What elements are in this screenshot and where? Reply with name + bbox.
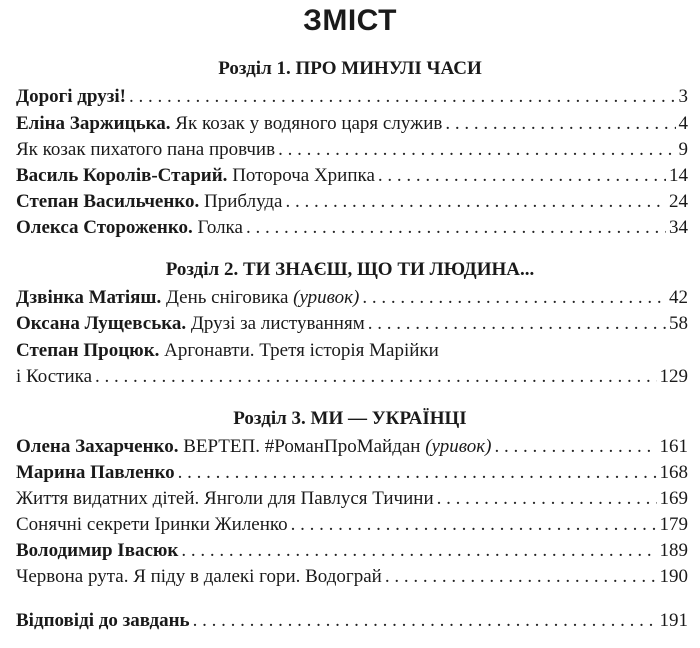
toc-entry[interactable] xyxy=(16,486,688,512)
entry-work: Друзі за листуванням xyxy=(186,313,365,334)
entry-note: (уривок) xyxy=(425,436,492,457)
entry-author: Олена Захарченко. xyxy=(16,436,179,457)
toc-entry[interactable] xyxy=(16,538,688,564)
toc-entry[interactable] xyxy=(16,111,688,137)
leader-dots xyxy=(378,163,666,189)
toc-entry[interactable] xyxy=(16,189,688,215)
entry-page: 14 xyxy=(669,165,688,186)
entry-work: Сонячні секрети Іринки Жиленко xyxy=(16,514,288,535)
leader-dots xyxy=(129,84,676,110)
entry-page: 3 xyxy=(678,86,688,107)
page-title: ЗМІСТ xyxy=(303,4,397,37)
leader-dots xyxy=(385,564,657,590)
toc-entry[interactable] xyxy=(16,460,688,486)
entry-work: Життя видатних дітей. Янголи для Павлуся Тичини xyxy=(16,488,434,509)
entry-work: Червона рута. Я піду в далекі гори. Водограй xyxy=(16,566,382,587)
entry-page: 42 xyxy=(669,287,688,308)
toc-entry[interactable] xyxy=(16,434,688,460)
entry-author: Оксана Лущевська. xyxy=(16,313,187,334)
entry-page: 4 xyxy=(678,113,688,134)
leader-dots xyxy=(285,189,666,215)
entry-page: 168 xyxy=(659,462,688,483)
leader-dots xyxy=(368,311,666,337)
toc-entry[interactable] xyxy=(16,215,688,241)
entry-author: Відповіді до завдань xyxy=(16,610,190,631)
entry-author: Олекса Стороженко. xyxy=(16,217,193,238)
entry-work: День сніговика xyxy=(161,287,294,308)
toc-entry[interactable] xyxy=(16,512,688,538)
toc-entry[interactable] xyxy=(16,163,688,189)
entry-page: 169 xyxy=(659,488,688,509)
entry-page: 34 xyxy=(669,217,688,238)
leader-dots xyxy=(246,215,666,241)
toc-entry[interactable] xyxy=(16,137,688,163)
entry-work: Як козак у водяного царя служив xyxy=(170,113,443,134)
toc-entry-first-line[interactable] xyxy=(16,338,439,364)
section-heading-3: Розділ 3. МИ — УКРАЇНЦІ xyxy=(233,408,467,429)
entry-page: 189 xyxy=(659,540,688,561)
leader-dots xyxy=(181,538,656,564)
toc-entry-answers[interactable] xyxy=(16,608,688,634)
entry-page: 24 xyxy=(669,191,688,212)
entry-page: 9 xyxy=(678,139,688,160)
leader-dots xyxy=(193,608,657,634)
leader-dots xyxy=(178,460,657,486)
entry-author: Степан Васильченко. xyxy=(16,191,200,212)
entry-page: 191 xyxy=(659,610,688,631)
leader-dots xyxy=(494,434,656,460)
toc-entry[interactable] xyxy=(16,364,688,390)
leader-dots xyxy=(291,512,657,538)
toc-entry[interactable] xyxy=(16,84,688,110)
entry-page: 58 xyxy=(669,313,688,334)
entry-work: ВЕРТЕП. #РоманПроМайдан xyxy=(178,436,426,457)
entry-author: Степан Процюк. xyxy=(16,340,160,361)
entry-author: Василь Королів-Старий. xyxy=(16,165,228,186)
entry-page: 179 xyxy=(659,514,688,535)
leader-dots xyxy=(95,364,656,390)
entry-work: Потороча Хрипка xyxy=(227,165,375,186)
entry-author: Дорогі друзі! xyxy=(16,86,126,107)
toc-entry[interactable] xyxy=(16,311,688,337)
section-heading-2: Розділ 2. ТИ ЗНАЄШ, ЩО ТИ ЛЮДИНА... xyxy=(165,259,535,280)
entry-author: Володимир Івасюк xyxy=(16,540,179,561)
entry-note: (уривок) xyxy=(293,287,360,308)
entry-page: 161 xyxy=(659,436,688,457)
entry-author: Еліна Заржицька. xyxy=(16,113,171,134)
entry-work: Аргонавти. Третя історія Марійки xyxy=(159,340,439,361)
entry-work: Приблуда xyxy=(199,191,283,212)
entry-work: Як козак пихатого пана провчив xyxy=(16,139,276,160)
leader-dots xyxy=(278,137,675,163)
leader-dots xyxy=(445,111,675,137)
toc-entry[interactable] xyxy=(16,285,688,311)
leader-dots xyxy=(362,285,666,311)
leader-dots xyxy=(437,486,657,512)
toc-entry[interactable] xyxy=(16,564,688,590)
entry-page: 129 xyxy=(659,366,688,387)
section-heading-1: Розділ 1. ПРО МИНУЛІ ЧАСИ xyxy=(218,58,482,79)
entry-work: і Костика xyxy=(16,366,93,387)
entry-author: Дзвінка Матіяш. xyxy=(16,287,162,308)
entry-author: Марина Павленко xyxy=(16,462,175,483)
entry-page: 190 xyxy=(659,566,688,587)
entry-work: Голка xyxy=(192,217,243,238)
